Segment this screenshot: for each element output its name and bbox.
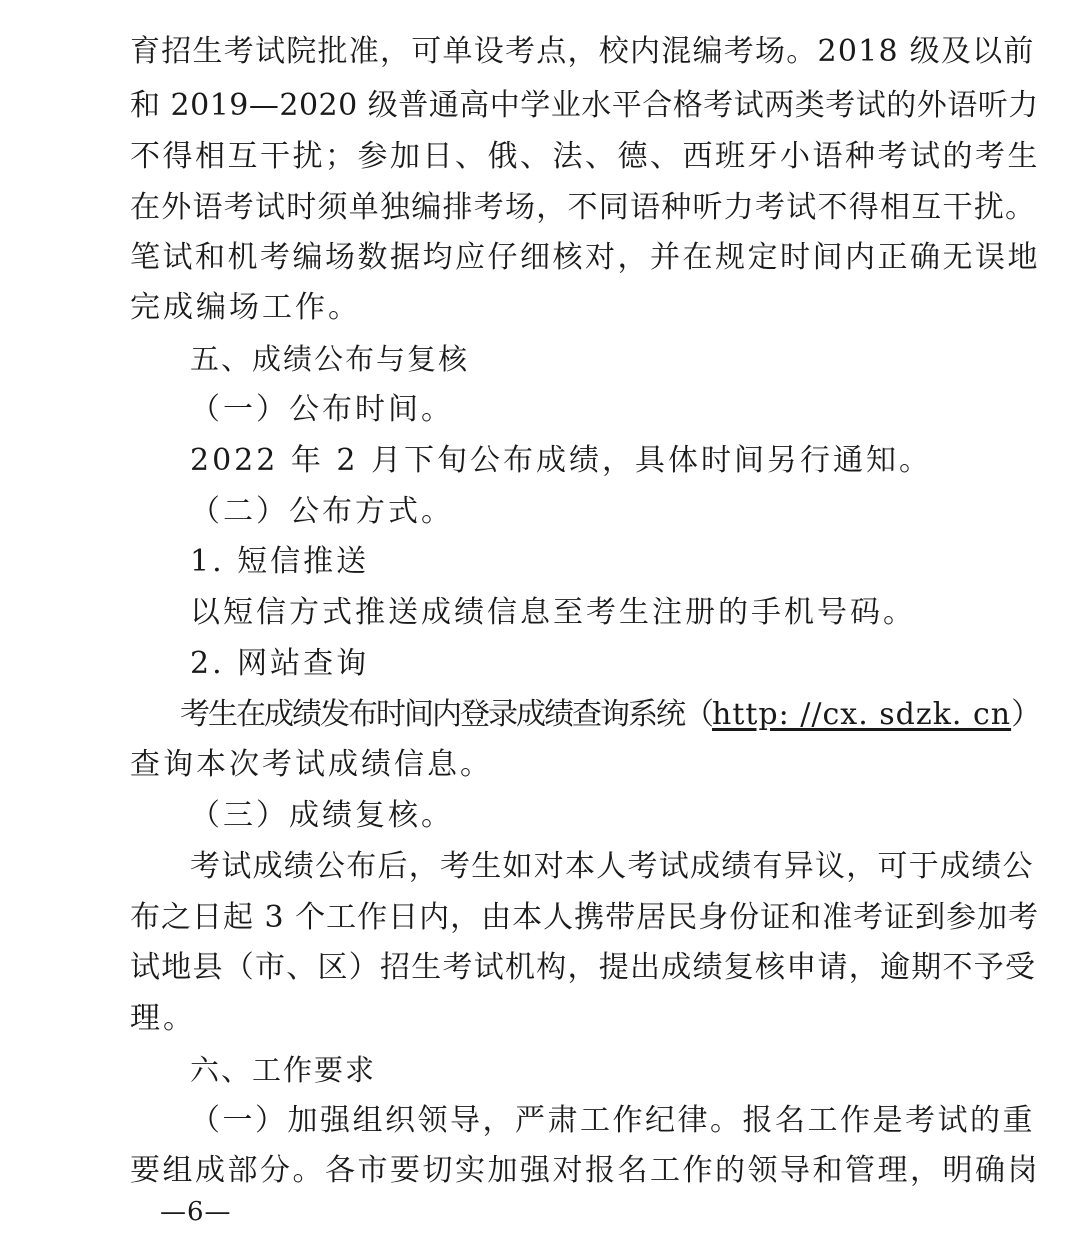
- paragraph-line: 考试成绩公布后，考生如对本人考试成绩有异议，可于成绩公: [190, 849, 1034, 884]
- page-number: —6—: [160, 1197, 232, 1227]
- section-heading: 六、工作要求: [190, 1053, 377, 1087]
- paragraph-line: 育招生考试院批准，可单设考点，校内混编考场。2018 级及以前: [130, 34, 1035, 69]
- score-query-link[interactable]: http: //cx. sdzk. cn: [712, 697, 1012, 732]
- paragraph-line: 和 2019—2020 级普通高中学业水平合格考试两类考试的外语听力: [130, 88, 1039, 123]
- paragraph-line: 试地县（市、区）招生考试机构，提出成绩复核申请，逾期不予受: [130, 950, 1037, 985]
- paragraph-text: ）: [1011, 697, 1040, 732]
- section-heading: 五、成绩公布与复核: [190, 342, 470, 376]
- paragraph-line: 在外语考试时须单独编排考场，不同语种听力考试不得相互干扰。: [130, 190, 1037, 225]
- list-item-heading: 2. 网站查询: [190, 646, 370, 681]
- paragraph-line: 要组成部分。各市要切实加强对报名工作的领导和管理，明确岗: [130, 1153, 1040, 1188]
- paragraph-text: 考生在成绩发布时间内登录成绩查询系统（: [180, 697, 712, 732]
- paragraph-line: [180, 689, 1039, 741]
- paragraph-line: 笔试和机考编场数据均应仔细核对，并在规定时间内正确无误地: [130, 240, 1040, 275]
- paragraph-line: 布之日起 3 个工作日内，由本人携带居民身份证和准考证到参加考: [130, 900, 1040, 935]
- paragraph-line: 完成编场工作。: [130, 290, 361, 325]
- subsection-heading: （二）公布方式。: [190, 494, 454, 529]
- paragraph-line: 不得相互干扰；参加日、俄、法、德、西班牙小语种考试的考生: [130, 139, 1040, 174]
- paragraph-line: 2022 年 2 月下旬公布成绩，具体时间另行通知。: [190, 443, 933, 478]
- paragraph-line: 查询本次考试成绩信息。: [130, 747, 493, 782]
- paragraph-line: 理。: [130, 1001, 196, 1036]
- paragraph-line: 以短信方式推送成绩信息至考生注册的手机号码。: [190, 595, 916, 630]
- subsection-heading: （三）成绩复核。: [190, 798, 454, 833]
- paragraph-line: （一）加强组织领导，严肃工作纪律。报名工作是考试的重: [190, 1103, 1035, 1138]
- list-item-heading: 1. 短信推送: [190, 544, 370, 579]
- subsection-heading: （一）公布时间。: [190, 392, 454, 427]
